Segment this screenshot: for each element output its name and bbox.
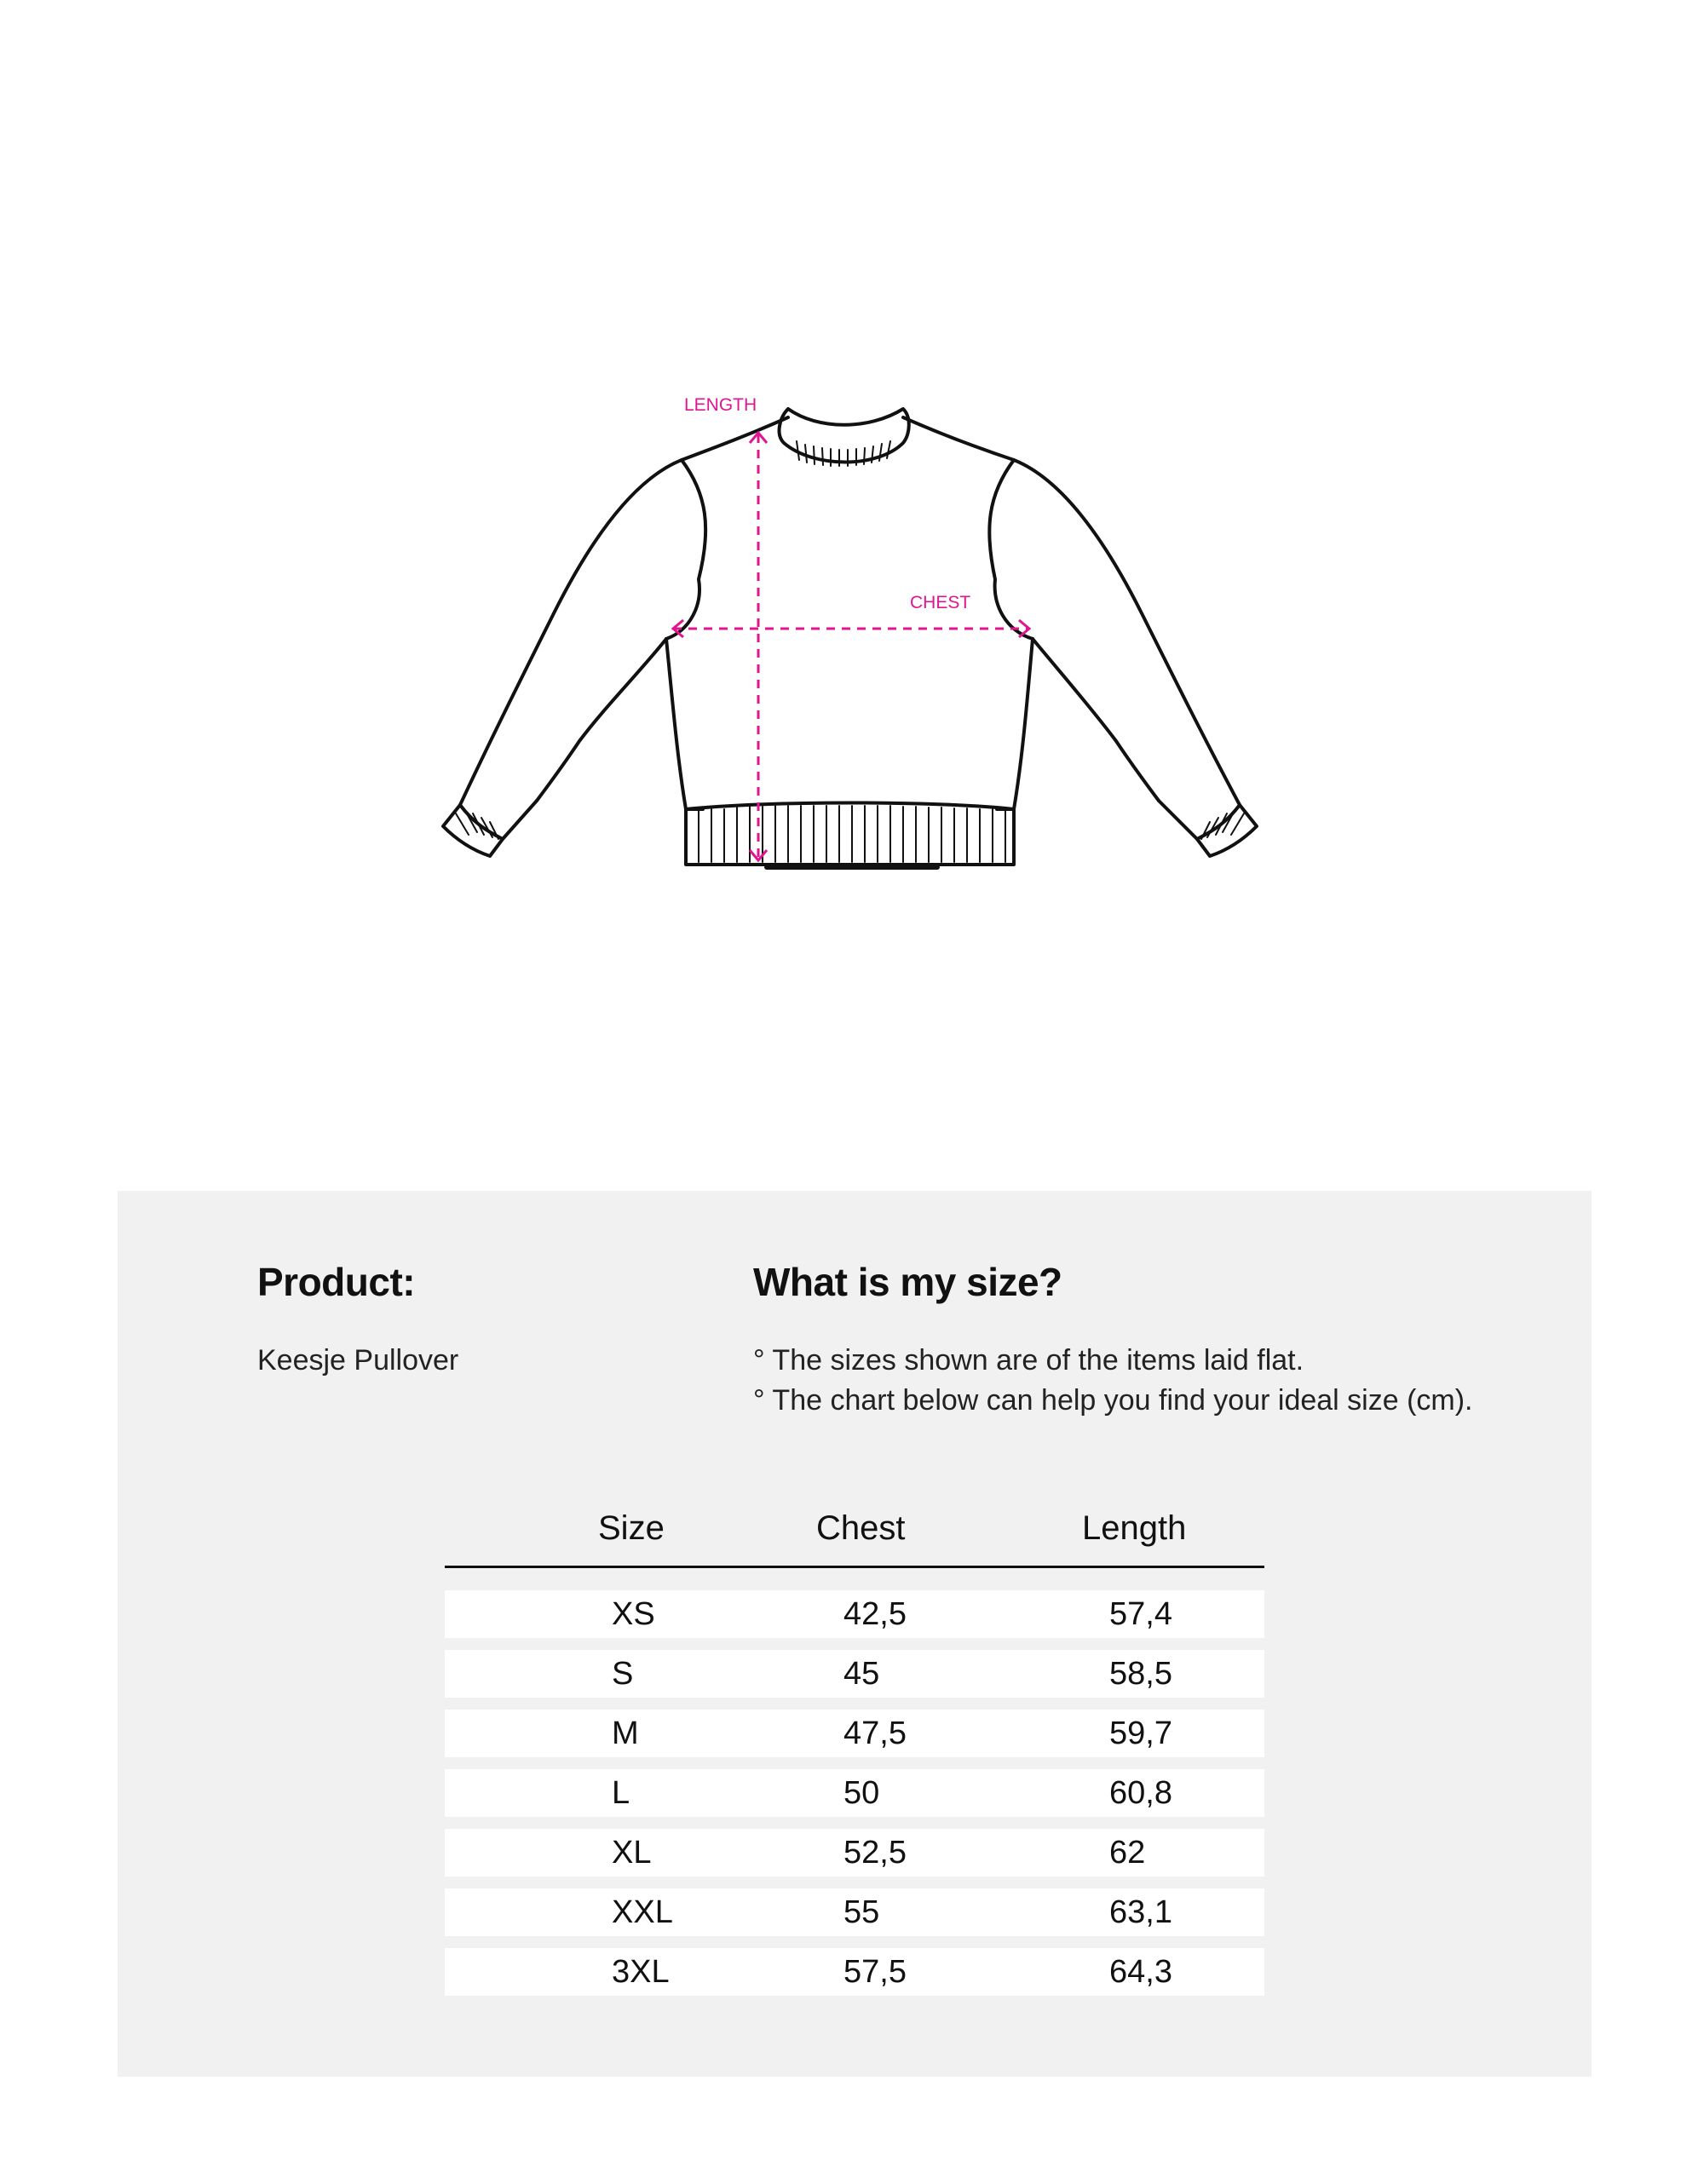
cell-size: 3XL <box>445 1948 816 2008</box>
size-notes <box>753 1341 1473 1421</box>
table-row <box>445 1710 1264 1769</box>
cell-chest: 50 <box>816 1769 1082 1829</box>
cell-length: 63,1 <box>1082 1888 1264 1948</box>
cell-size: XL <box>445 1829 816 1888</box>
cell-size: XXL <box>445 1888 816 1948</box>
size-note: ° The chart below can help you find your ideal size (cm). <box>753 1384 1473 1417</box>
column-header-length: Length <box>1082 1509 1264 1568</box>
cell-length: 62 <box>1082 1829 1264 1888</box>
cell-size: M <box>445 1710 816 1769</box>
cell-chest: 55 <box>816 1888 1082 1948</box>
cell-chest: 47,5 <box>816 1710 1082 1769</box>
table-row <box>445 1888 1264 1948</box>
size-heading: What is my size? <box>753 1260 1062 1304</box>
table-row <box>445 1650 1264 1710</box>
chest-measure-label: CHEST <box>910 593 971 612</box>
cell-length: 58,5 <box>1082 1650 1264 1710</box>
cell-chest: 57,5 <box>816 1948 1082 2008</box>
sweater-illustration <box>426 383 1287 894</box>
cell-length: 60,8 <box>1082 1769 1264 1829</box>
cell-length: 64,3 <box>1082 1948 1264 2008</box>
table-row <box>445 1829 1264 1888</box>
cell-length: 57,4 <box>1082 1590 1264 1650</box>
sweater-measurement-diagram-icon <box>426 383 1287 894</box>
cell-chest: 45 <box>816 1650 1082 1710</box>
cell-length: 59,7 <box>1082 1710 1264 1769</box>
cell-size: XS <box>445 1590 816 1650</box>
cell-chest: 52,5 <box>816 1829 1082 1888</box>
table-row <box>445 1590 1264 1650</box>
column-header-chest: Chest <box>816 1509 1082 1568</box>
table-row <box>445 1769 1264 1829</box>
size-note: ° The sizes shown are of the items laid flat. <box>753 1344 1304 1376</box>
product-heading: Product: <box>257 1260 416 1304</box>
table-row <box>445 1948 1264 2008</box>
cell-size: L <box>445 1769 816 1829</box>
product-name: Keesje Pullover <box>257 1344 459 1376</box>
cell-chest: 42,5 <box>816 1590 1082 1650</box>
table-header-row <box>445 1509 1264 1568</box>
column-header-size: Size <box>445 1509 816 1568</box>
size-chart-table <box>445 1509 1264 2008</box>
cell-size: S <box>445 1650 816 1710</box>
length-measure-label: LENGTH <box>684 395 757 415</box>
